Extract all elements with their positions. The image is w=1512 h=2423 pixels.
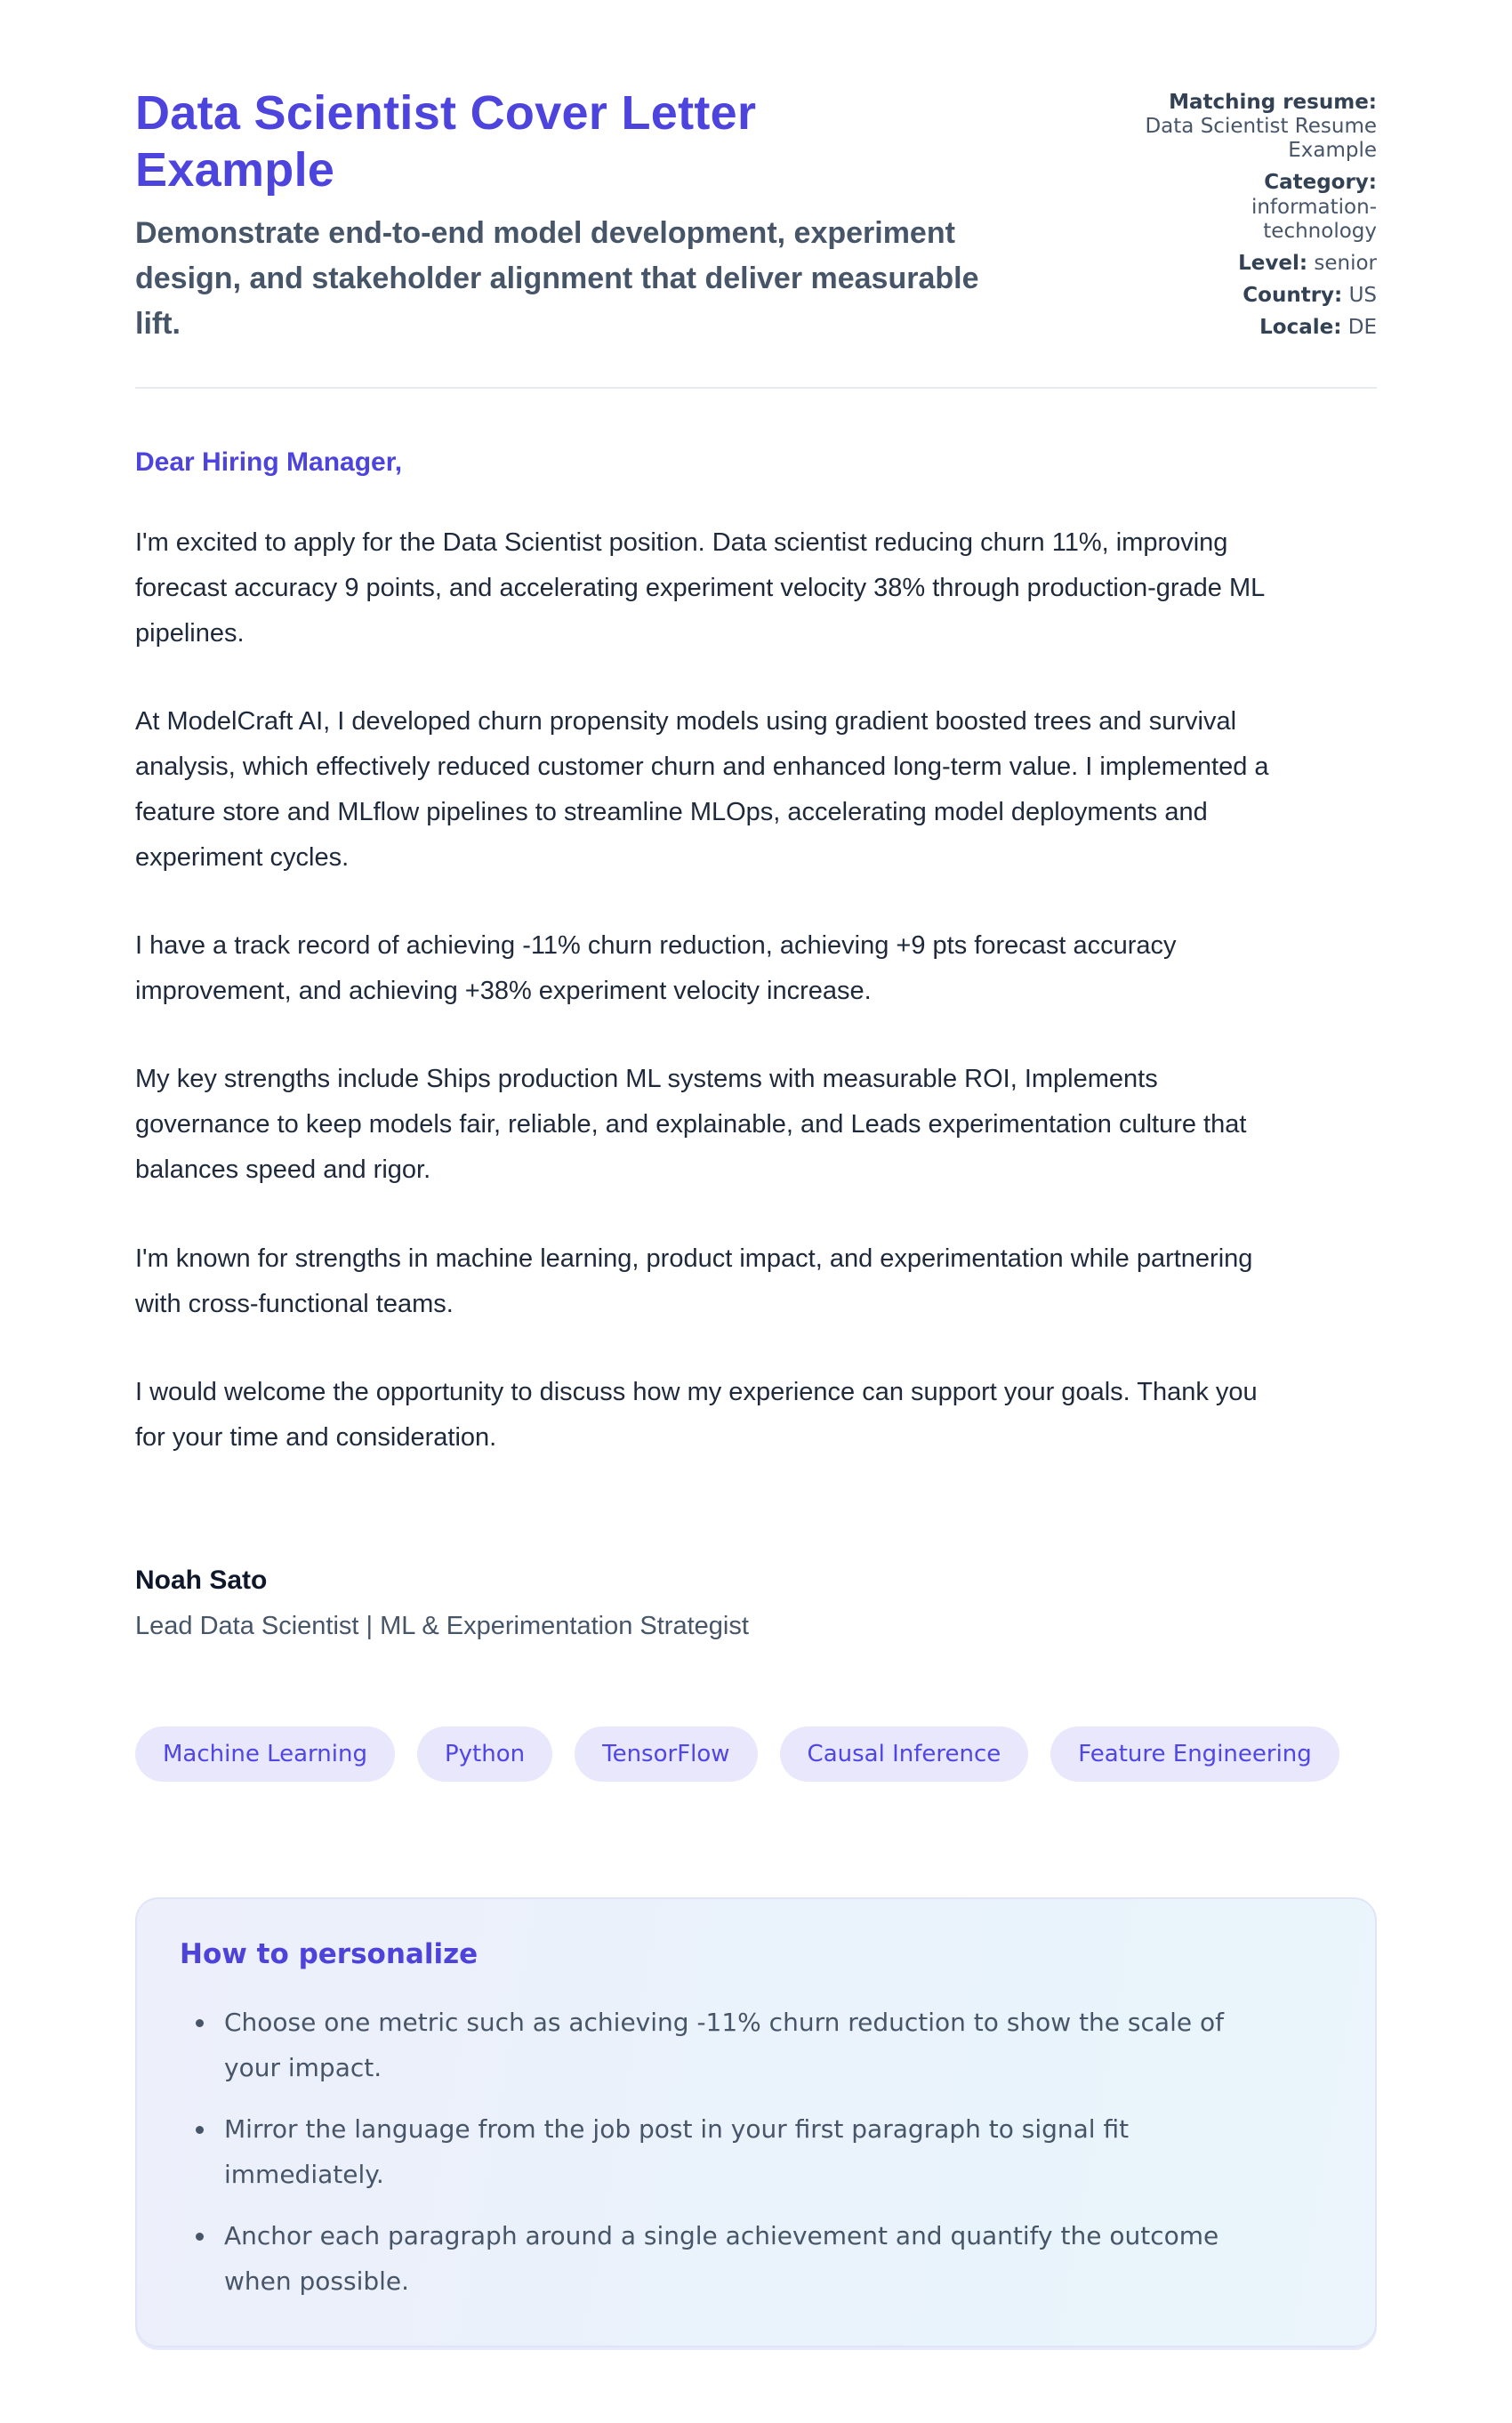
meta-value: information-technology <box>1251 195 1377 243</box>
callout-title: How to personalize <box>180 1938 479 1971</box>
paragraph-4: My key strengths include Ships production ML systems with measurable ROI, Implements governance to keep models fair, reliable, and explainable, and Leads experimentation culture that balances speed and rigor. <box>135 1065 1247 1185</box>
meta-label: Country: <box>1243 283 1343 307</box>
personalize-callout <box>135 1897 1377 2347</box>
page <box>135 0 1377 2347</box>
tag-causal-inference[interactable]: Causal Inference <box>780 1727 1029 1783</box>
callout-bullet-3: • Anchor each paragraph around a single achievement and quantify the outcome when possible. <box>217 2214 1280 2305</box>
meta-value: senior <box>1314 251 1377 275</box>
meta-field-level <box>1138 252 1377 276</box>
resume-meta <box>1138 85 1377 348</box>
callout-bullet-list <box>180 2000 1332 2305</box>
header-divider <box>135 387 1377 389</box>
meta-label: Level: <box>1238 251 1308 275</box>
header <box>135 85 1377 348</box>
meta-value: Data Scientist Resume Example <box>1145 115 1377 163</box>
greeting: Dear Hiring Manager, <box>135 447 403 478</box>
paragraph-1: I'm excited to apply for the Data Scientist position. Data scientist reducing churn 11%, improving forecast accuracy 9 points, and accelerating experiment velocity 38% through production-grade ML pipelines. <box>135 528 1265 648</box>
callout-bullet-1: • Choose one metric such as achieving -11% churn reduction to show the scale of your impact. <box>217 2000 1280 2091</box>
paragraph-3: I have a track record of achieving -11% churn reduction, achieving +9 pts forecast accuracy improvement, and achieving +38% experiment velocity increase. <box>135 931 1177 1006</box>
callout-bullet-2: • Mirror the language from the job post in your first paragraph to signal fit immediately. <box>217 2107 1280 2198</box>
page-subtitle: Demonstrate end-to-end model development, experiment design, and stakeholder alignment that deliver measurable lift. <box>135 216 979 342</box>
meta-value: US <box>1348 283 1377 307</box>
meta-label: Locale: <box>1259 316 1342 339</box>
tag-tensorflow[interactable]: TensorFlow <box>575 1727 757 1783</box>
signature-name: Noah Sato <box>135 1565 268 1595</box>
signature-role: Lead Data Scientist | ML & Experimentation Strategist <box>135 1611 749 1640</box>
paragraph-5: I'm known for strengths in machine learning, product impact, and experimentation while partnering with cross-functional teams. <box>135 1244 1253 1318</box>
meta-label: Category: <box>1264 171 1377 195</box>
paragraph-6: I would welcome the opportunity to discuss how my experience can support your goals. Thank you for your time and consideration. <box>135 1377 1258 1452</box>
tag-python[interactable]: Python <box>417 1727 552 1783</box>
meta-label: Matching resume: <box>1169 91 1377 114</box>
meta-field-matching-resume <box>1138 91 1377 163</box>
cover-letter-body <box>135 447 1377 1641</box>
tag-feature-engineering[interactable]: Feature Engineering <box>1050 1727 1339 1783</box>
meta-field-locale <box>1138 316 1377 340</box>
skill-tags <box>135 1727 1377 1783</box>
tag-machine-learning[interactable]: Machine Learning <box>135 1727 395 1783</box>
page-title: Data Scientist Cover Letter Example <box>135 86 757 197</box>
meta-field-category <box>1138 171 1377 243</box>
paragraph-2: At ModelCraft AI, I developed churn propensity models using gradient boosted trees and survival analysis, which effectively reduced customer churn and enhanced long-term value. I implemented a feature store and MLflow pipelines to streamline MLOps, accelerating model deployments and experiment cycles. <box>135 707 1269 873</box>
meta-field-country <box>1138 284 1377 308</box>
meta-value: DE <box>1347 316 1377 339</box>
title-block <box>135 85 1112 347</box>
